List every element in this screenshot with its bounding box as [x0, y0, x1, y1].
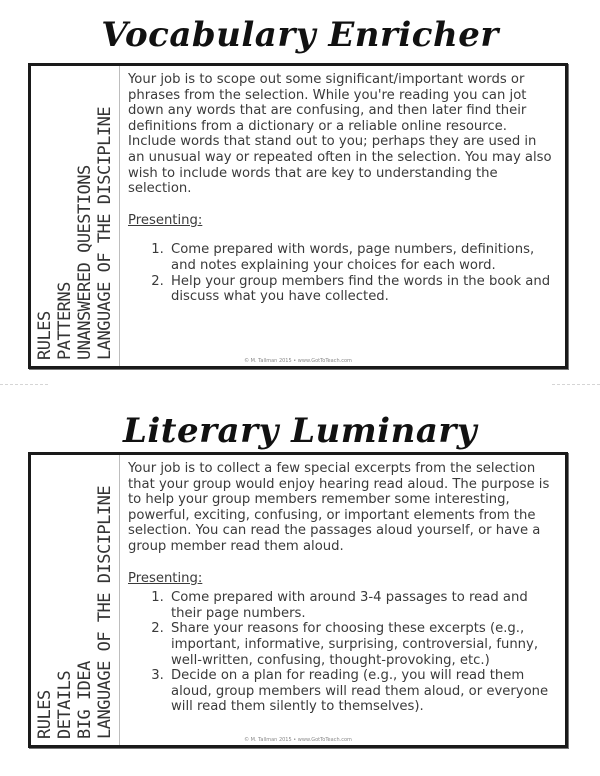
side-label: BIG IDEA: [75, 661, 95, 739]
literary-luminary-card: [28, 452, 568, 748]
copyright-footer: © M. Tallman 2015 • www.GotToTeach.com: [244, 737, 352, 743]
presenting-colon: :: [197, 570, 203, 586]
card-content: [128, 72, 555, 305]
presenting-label: Presenting: [128, 212, 198, 228]
side-label: RULES: [35, 311, 55, 360]
step-item: 2. Help your group members find the words in the book and discuss what you have collected.: [168, 274, 555, 305]
side-label: PATTERNS: [55, 282, 75, 360]
presenting-steps: [128, 590, 555, 715]
card-content: [128, 461, 555, 715]
side-labels: [31, 66, 120, 366]
step-item: 1. Come prepared with around 3-4 passages to read and their page numbers.: [168, 590, 555, 621]
step-item: 3. Decide on a plan for reading (e.g., you will read them aloud, group members will read them aloud, or everyone will read them silently to themselves).: [168, 668, 555, 715]
side-labels: [31, 455, 120, 745]
card-title-vocabulary-enricher: Vocabulary Enricher: [101, 15, 499, 55]
presenting-steps: [128, 242, 555, 304]
role-description: Your job is to collect a few special excerpts from the selection that your group would enjoy hearing read aloud. The purpose is to help your group members remember some interesting, powerful, exciting, confusing, or important elements from the selection. You can read the passages aloud yourself, or have a group member read them aloud.: [128, 461, 550, 554]
step-item: 1. Come prepared with words, page numbers, definitions, and notes explaining your choices for each word.: [168, 242, 555, 273]
copyright-footer: © M. Tallman 2015 • www.GotToTeach.com: [244, 358, 352, 364]
presenting-heading: [128, 571, 555, 587]
cut-line-right: [552, 384, 600, 385]
side-label: RULES: [35, 690, 55, 739]
side-label: DETAILS: [55, 670, 75, 739]
presenting-heading: [128, 213, 555, 229]
role-description: Your job is to scope out some significant/important words or phrases from the selection. While you're reading you can jot down any words that are confusing, and then later find their definitions from a dictionary or a reliable online resource. Include words that stand out to you; perhaps they are used in an unusual way or repeated often in the selection. You may also wish to include words that are key to understanding the selection.: [128, 72, 552, 197]
vocabulary-enricher-card: [28, 63, 568, 369]
card-title-literary-luminary: Literary Luminary: [122, 411, 478, 451]
cut-line-left: [0, 384, 48, 385]
step-item: 2. Share your reasons for choosing these excerpts (e.g., important, informative, surprising, controversial, funny, well-written, confusing, thought-provoking, etc.): [168, 621, 555, 668]
presenting-colon: :: [197, 212, 203, 228]
side-label: UNANSWERED QUESTIONS: [75, 165, 95, 360]
presenting-label: Presenting: [128, 570, 198, 586]
side-label: LANGUAGE OF THE DISCIPLINE: [95, 485, 115, 739]
side-label: LANGUAGE OF THE DISCIPLINE: [95, 106, 115, 360]
